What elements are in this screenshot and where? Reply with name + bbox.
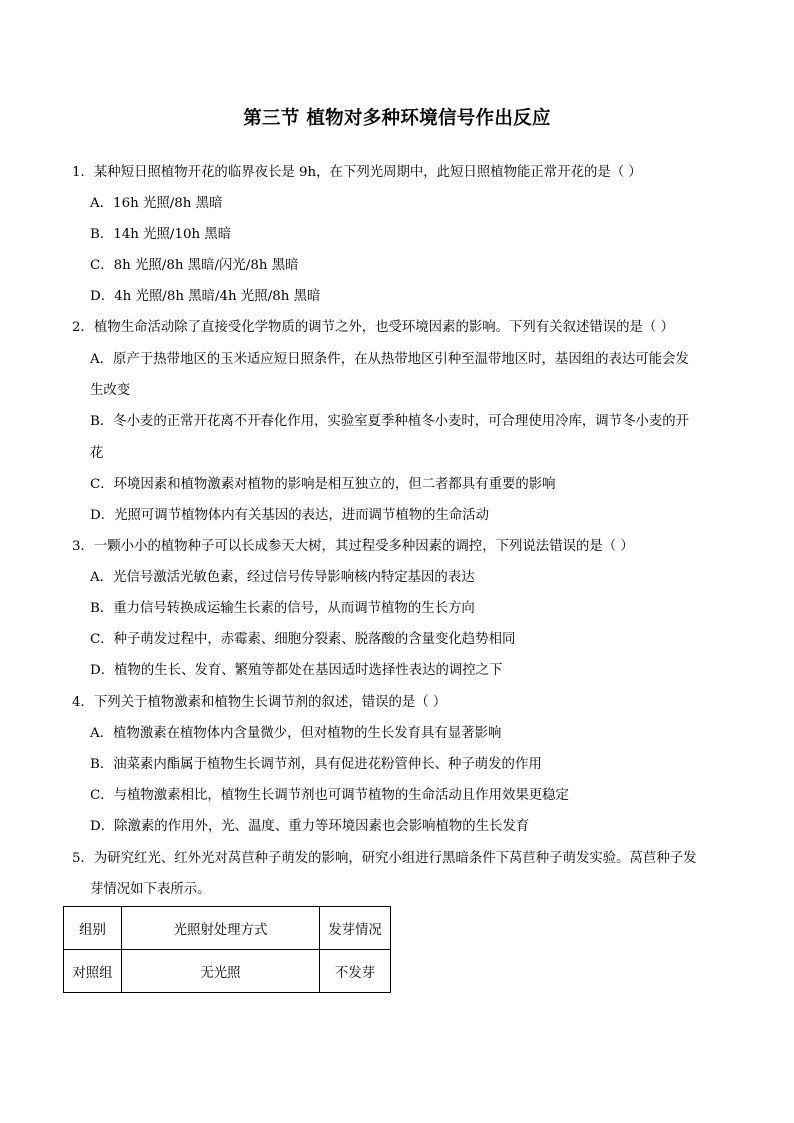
question-5-stem: 5．为研究红光、红外光对莴苣种子萌发的影响，研究小组进行黑暗条件下莴苣种子萌发实验。莴苣种子发: [72, 851, 697, 866]
question-1-stem: 1．某种短日照植物开花的临界夜长是 9h，在下列光周期中，此短日照植物能正常开花的是（ ）: [72, 165, 642, 180]
page-title: 第三节 植物对多种环境信号作出反应: [243, 108, 551, 129]
question-4-option-b: B．油菜素内酯属于植物生长调节剂，具有促进花粉管伸长、种子萌发的作用: [90, 757, 542, 772]
question-2-option-c: C．环境因素和植物激素对植物的影响是相互独立的，但二者都具有重要的影响: [90, 477, 556, 492]
question-4-option-a: A．植物激素在植物体内含量微少，但对植物的生长发育具有显著影响: [90, 726, 502, 741]
table-header-cell: 发芽情况: [320, 907, 391, 950]
germination-table: [63, 906, 391, 993]
question-1-option-c: C．8h 光照/8h 黑暗/闪光/8h 黑暗: [90, 258, 299, 273]
table-cell: 不发芽: [320, 950, 391, 993]
question-3-option-d: D．植物的生长、发育、繁殖等都处在基因适时选择性表达的调控之下: [90, 663, 503, 678]
question-1-option-b: B．14h 光照/10h 黑暗: [90, 227, 232, 242]
question-2-option-a: A．原产于热带地区的玉米适应短日照条件，在从热带地区引种至温带地区时，基因组的表达可能会发: [90, 352, 689, 367]
question-4-option-d: D．除激素的作用外，光、温度、重力等环境因素也会影响植物的生长发育: [90, 819, 530, 834]
question-2-option-b-continuation: 花: [90, 446, 104, 461]
table-cell: 对照组: [64, 950, 122, 993]
question-2-option-a-continuation: 生改变: [90, 383, 131, 398]
table-header-row: [64, 907, 391, 950]
question-2-stem: 2．植物生命活动除了直接受化学物质的调节之外，也受环境因素的影响。下列有关叙述错误的是（ ）: [72, 320, 674, 335]
table-row: [64, 950, 391, 993]
question-4-option-c: C．与植物激素相比，植物生长调节剂也可调节植物的生命活动且作用效果更稳定: [90, 788, 569, 803]
question-1-option-a: A．16h 光照/8h 黑暗: [90, 196, 223, 211]
question-1-option-d: D．4h 光照/8h 黑暗/4h 光照/8h 黑暗: [90, 289, 321, 304]
table-header-cell: 光照射处理方式: [122, 907, 320, 950]
question-2-option-b: B．冬小麦的正常开花离不开春化作用，实验室夏季种植冬小麦时，可合理使用冷库，调节冬小麦的开: [90, 414, 690, 429]
question-5-stem-continuation: 芽情况如下表所示。: [90, 882, 211, 897]
table-header-cell: 组别: [64, 907, 122, 950]
question-4-stem: 4．下列关于植物激素和植物生长调节剂的叙述，错误的是（ ）: [72, 695, 447, 710]
question-3-option-b: B．重力信号转换成运输生长素的信号，从而调节植物的生长方向: [90, 601, 475, 616]
table-cell: 无光照: [122, 950, 320, 993]
question-2-option-d: D．光照可调节植物体内有关基因的表达，进而调节植物的生命活动: [90, 508, 490, 523]
question-3-option-a: A．光信号激活光敏色素，经过信号传导影响核内特定基因的表达: [90, 570, 475, 585]
question-3-stem: 3．一颗小小的植物种子可以长成参天大树，其过程受多种因素的调控，下列说法错误的是（ ）: [72, 539, 634, 554]
question-3-option-c: C．种子萌发过程中，赤霉素、细胞分裂素、脱落酸的含量变化趋势相同: [90, 632, 516, 647]
